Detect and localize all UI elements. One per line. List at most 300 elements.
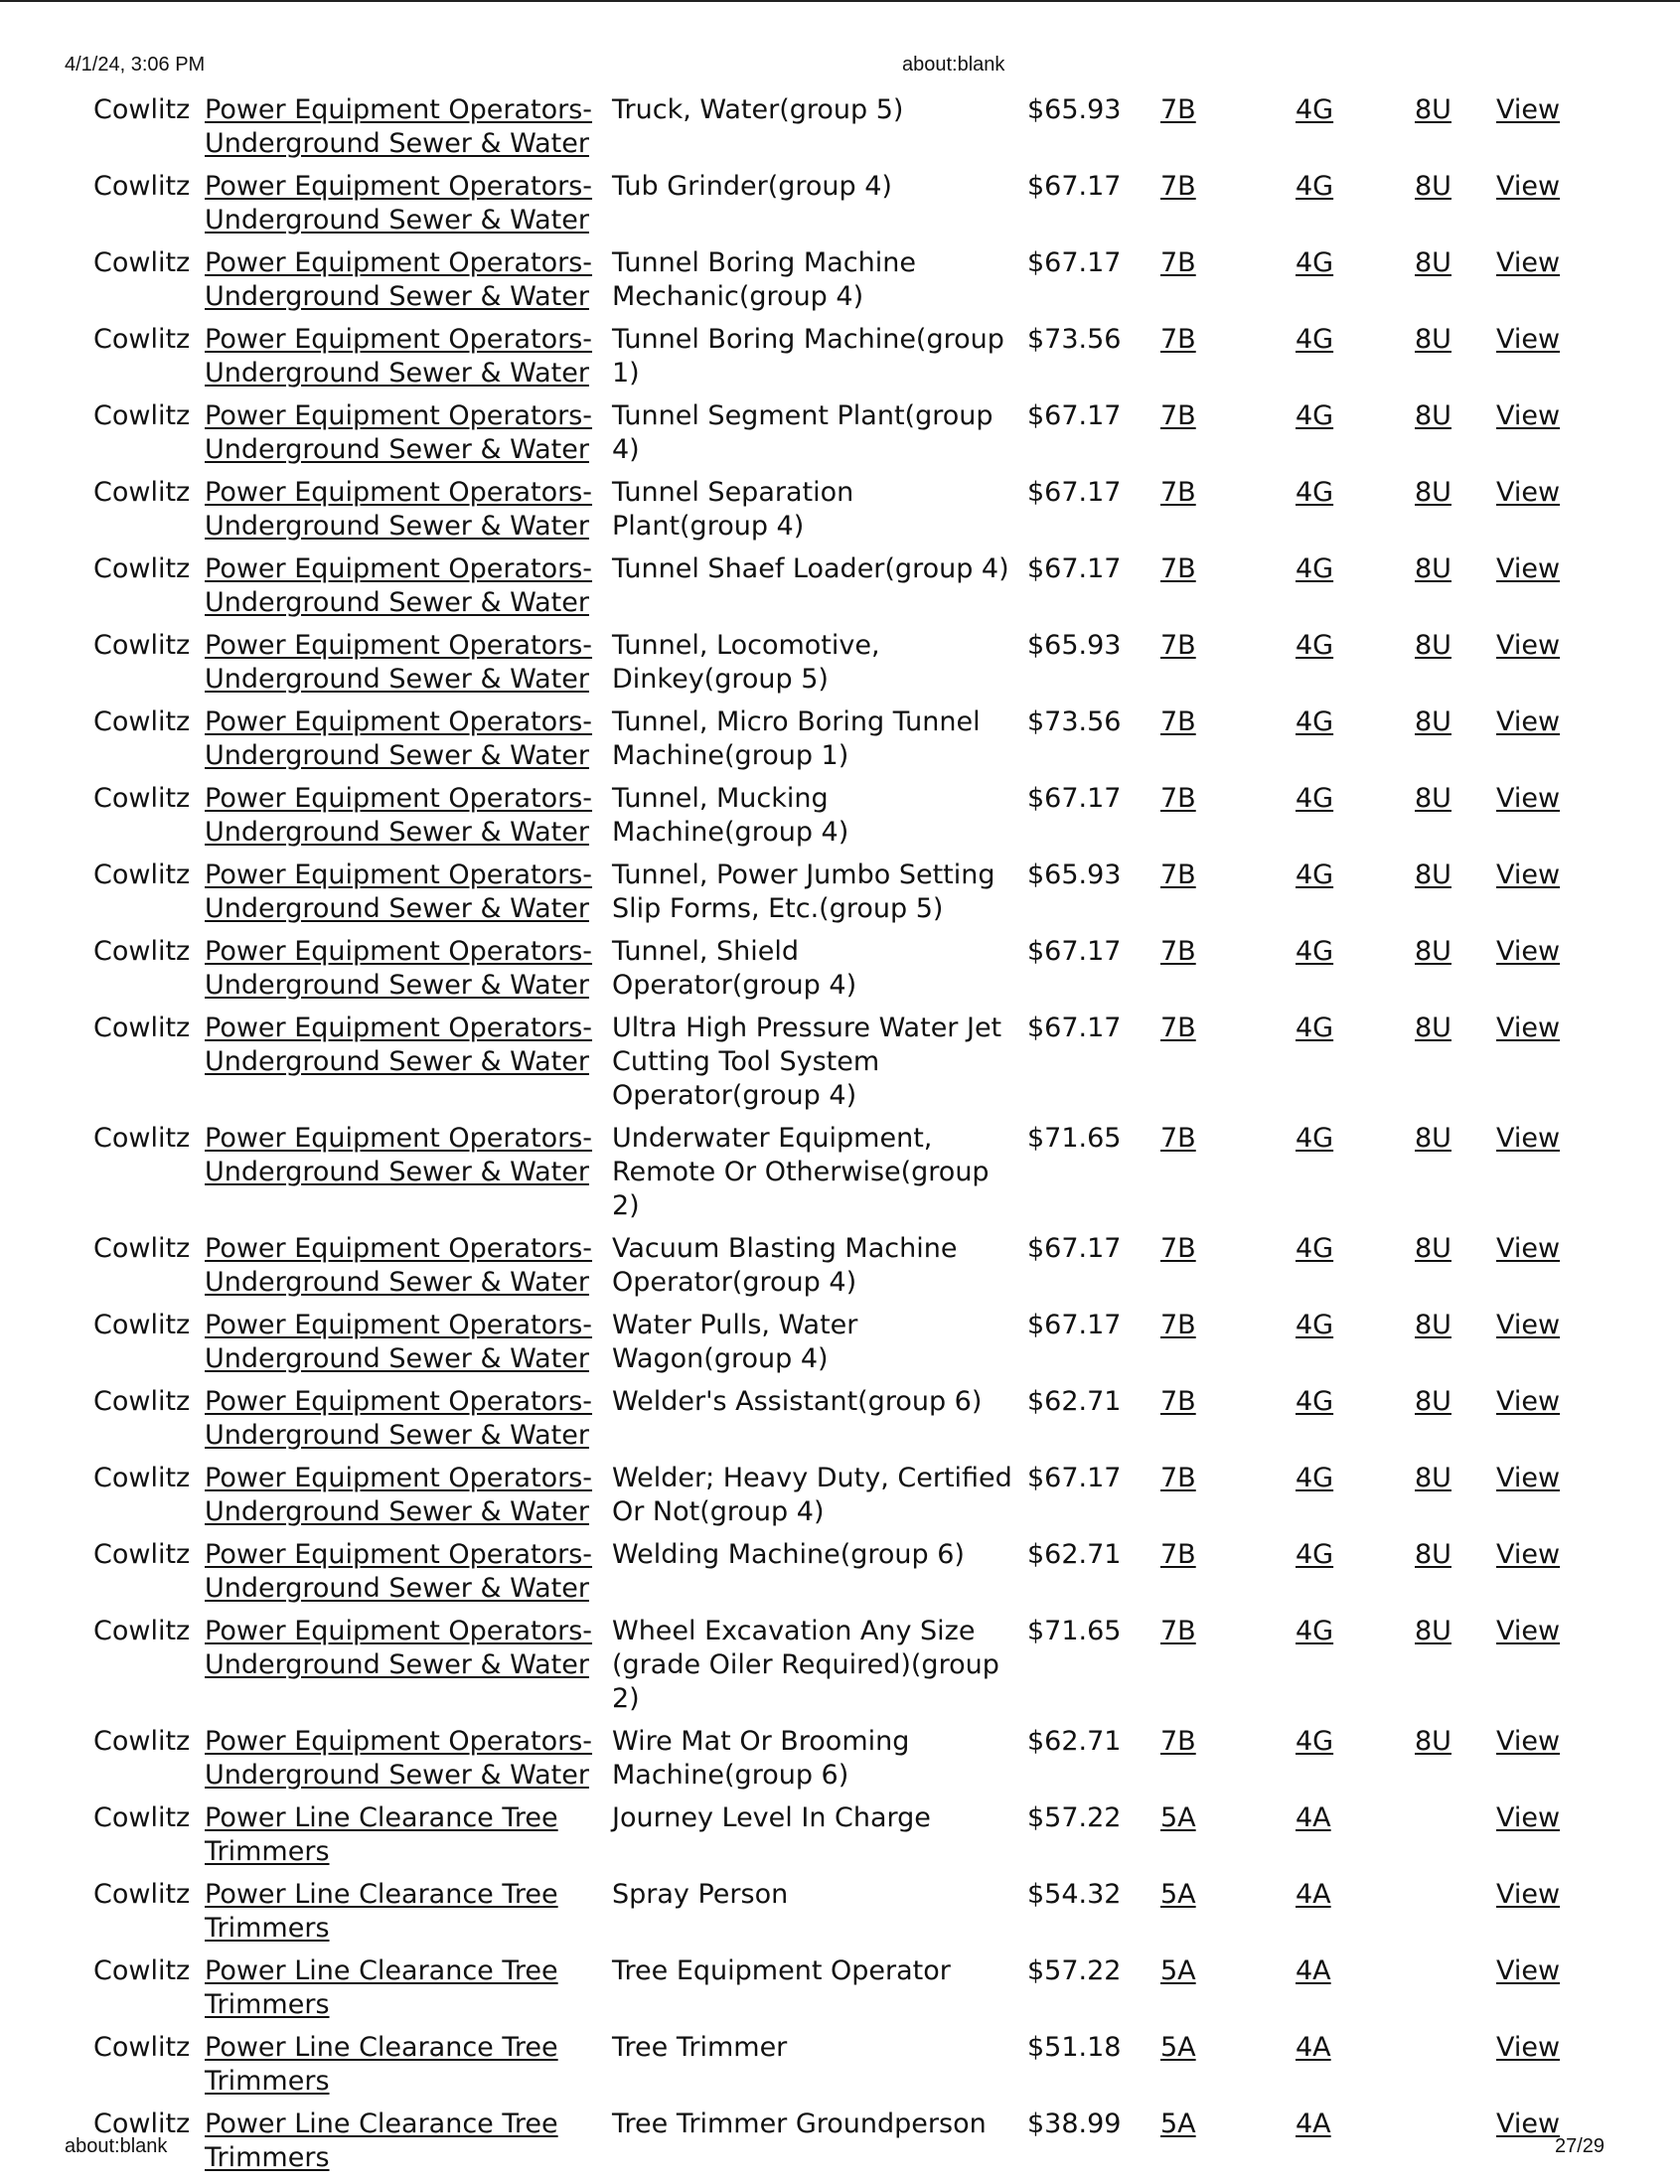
view-link[interactable]: View	[1496, 2108, 1561, 2139]
trade-column-cell	[199, 170, 606, 246]
trade-column-cell	[199, 323, 606, 399]
wage-cell: $67.17	[1027, 1310, 1122, 1340]
holiday-code-link[interactable]: 7B	[1160, 1726, 1196, 1757]
trade-link[interactable]: Power Line Clearance Tree Trimmers	[205, 2108, 558, 2173]
view-link[interactable]: View	[1496, 1955, 1561, 1986]
overtime-code-link[interactable]: 4G	[1296, 1539, 1334, 1570]
holiday-code-link[interactable]: 7B	[1160, 783, 1196, 814]
holiday-column-cell	[1154, 323, 1290, 399]
print-url-header: about:blank	[902, 54, 1005, 76]
note-code-link[interactable]: 8U	[1415, 553, 1451, 584]
overtime-code-link[interactable]: 4G	[1296, 1310, 1334, 1340]
wage-cell: $73.56	[1027, 324, 1122, 355]
county-cell: Cowlitz	[93, 1726, 191, 1757]
action-column-cell	[1490, 858, 1598, 935]
view-link[interactable]: View	[1496, 247, 1561, 278]
overtime-column-cell	[1290, 1725, 1409, 1801]
county-cell: Cowlitz	[93, 706, 191, 737]
holiday-code-link[interactable]: 5A	[1160, 2032, 1196, 2063]
classification-cell: Ultra High Pressure Water Jet Cutting Tool System Operator(group 4)	[612, 1013, 1002, 1111]
overtime-column-cell	[1290, 1462, 1409, 1538]
holiday-code-link[interactable]: 7B	[1160, 706, 1196, 737]
view-link[interactable]: View	[1496, 1463, 1561, 1493]
overtime-code-link[interactable]: 4G	[1296, 1386, 1334, 1417]
trade-link[interactable]: Power Equipment Operators-Underground Sewer & Water	[205, 400, 593, 465]
county-cell: Cowlitz	[93, 400, 191, 431]
county-column-cell	[87, 1385, 199, 1462]
note-column-cell	[1409, 1012, 1490, 1122]
holiday-column-cell	[1154, 935, 1290, 1012]
holiday-column-cell	[1154, 93, 1290, 170]
view-link[interactable]: View	[1496, 1539, 1561, 1570]
overtime-column-cell	[1290, 1801, 1409, 1878]
county-column-cell	[87, 1538, 199, 1615]
overtime-code-link[interactable]: 4G	[1296, 324, 1334, 355]
action-column-cell	[1490, 476, 1598, 552]
classification-cell: Tree Trimmer	[612, 2032, 788, 2063]
county-column-cell	[87, 1012, 199, 1122]
trade-column-cell	[199, 476, 606, 552]
view-link[interactable]: View	[1496, 1310, 1561, 1340]
table-row	[87, 246, 1598, 323]
classification-column-cell	[606, 1385, 1021, 1462]
trade-link[interactable]: Power Line Clearance Tree Trimmers	[205, 1955, 558, 2020]
trade-column-cell	[199, 1801, 606, 1878]
holiday-code-link[interactable]: 7B	[1160, 936, 1196, 967]
trade-link[interactable]: Power Equipment Operators-Underground Sewer & Water	[205, 477, 593, 542]
view-link[interactable]: View	[1496, 1123, 1561, 1154]
holiday-code-link[interactable]: 7B	[1160, 171, 1196, 202]
note-column-cell	[1409, 858, 1490, 935]
overtime-code-link[interactable]: 4G	[1296, 630, 1334, 661]
note-code-link[interactable]: 8U	[1415, 1616, 1451, 1646]
wage-cell: $73.56	[1027, 706, 1122, 737]
holiday-column-cell	[1154, 1801, 1290, 1878]
trade-link[interactable]: Power Equipment Operators-Underground Sewer & Water	[205, 1233, 593, 1298]
classification-column-cell	[606, 1122, 1021, 1232]
overtime-code-link[interactable]: 4G	[1296, 706, 1334, 737]
classification-cell: Tunnel Separation Plant(group 4)	[612, 477, 854, 542]
action-column-cell	[1490, 1801, 1598, 1878]
wage-column-cell	[1021, 476, 1154, 552]
holiday-code-link[interactable]: 7B	[1160, 553, 1196, 584]
county-column-cell	[87, 782, 199, 858]
overtime-code-link[interactable]: 4G	[1296, 94, 1334, 125]
county-cell: Cowlitz	[93, 630, 191, 661]
holiday-code-link[interactable]: 7B	[1160, 247, 1196, 278]
trade-column-cell	[199, 1012, 606, 1122]
table-row	[87, 399, 1598, 476]
table-row	[87, 1878, 1598, 1954]
view-link[interactable]: View	[1496, 400, 1561, 431]
classification-column-cell	[606, 246, 1021, 323]
trade-link[interactable]: Power Equipment Operators-Underground Sewer & Water	[205, 706, 593, 771]
action-column-cell	[1490, 1878, 1598, 1954]
note-column-cell	[1409, 1538, 1490, 1615]
note-column-cell	[1409, 1232, 1490, 1309]
classification-column-cell	[606, 2031, 1021, 2107]
table-row	[87, 1538, 1598, 1615]
wage-column-cell	[1021, 246, 1154, 323]
county-cell: Cowlitz	[93, 1616, 191, 1646]
county-cell: Cowlitz	[93, 2032, 191, 2063]
table-row	[87, 629, 1598, 705]
wage-cell: $65.93	[1027, 630, 1122, 661]
trade-link[interactable]: Power Equipment Operators-Underground Sewer & Water	[205, 630, 593, 695]
table-row	[87, 1954, 1598, 2031]
view-link[interactable]: View	[1496, 783, 1561, 814]
overtime-code-link[interactable]: 4G	[1296, 783, 1334, 814]
overtime-code-link[interactable]: 4G	[1296, 859, 1334, 890]
note-code-link[interactable]: 8U	[1415, 859, 1451, 890]
note-code-link[interactable]: 8U	[1415, 1386, 1451, 1417]
wage-column-cell	[1021, 1122, 1154, 1232]
action-column-cell	[1490, 170, 1598, 246]
classification-cell: Tunnel Boring Machine Mechanic(group 4)	[612, 247, 916, 312]
trade-link[interactable]: Power Equipment Operators-Underground Sewer & Water	[205, 553, 593, 618]
overtime-column-cell	[1290, 1385, 1409, 1462]
action-column-cell	[1490, 1122, 1598, 1232]
classification-column-cell	[606, 1232, 1021, 1309]
holiday-code-link[interactable]: 7B	[1160, 1539, 1196, 1570]
note-code-link[interactable]: 8U	[1415, 783, 1451, 814]
view-link[interactable]: View	[1496, 1233, 1561, 1264]
trade-column-cell	[199, 705, 606, 782]
action-column-cell	[1490, 629, 1598, 705]
overtime-code-link[interactable]: 4G	[1296, 400, 1334, 431]
trade-link[interactable]: Power Line Clearance Tree Trimmers	[205, 2032, 558, 2097]
note-column-cell	[1409, 93, 1490, 170]
view-link[interactable]: View	[1496, 936, 1561, 967]
trade-link[interactable]: Power Equipment Operators-Underground Sewer & Water	[205, 1013, 593, 1077]
trade-link[interactable]: Power Equipment Operators-Underground Sewer & Water	[205, 1386, 593, 1451]
table-row	[87, 552, 1598, 629]
action-column-cell	[1490, 782, 1598, 858]
holiday-code-link[interactable]: 7B	[1160, 1463, 1196, 1493]
note-column-cell	[1409, 705, 1490, 782]
classification-column-cell	[606, 476, 1021, 552]
table-row	[87, 2107, 1598, 2184]
classification-column-cell	[606, 552, 1021, 629]
classification-cell: Welder's Assistant(group 6)	[612, 1386, 983, 1417]
overtime-column-cell	[1290, 1122, 1409, 1232]
holiday-code-link[interactable]: 5A	[1160, 1802, 1196, 1833]
action-column-cell	[1490, 1538, 1598, 1615]
trade-link[interactable]: Power Equipment Operators-Underground Sewer & Water	[205, 1463, 593, 1527]
holiday-code-link[interactable]: 7B	[1160, 1123, 1196, 1154]
view-link[interactable]: View	[1496, 630, 1561, 661]
wage-cell: $65.93	[1027, 859, 1122, 890]
county-column-cell	[87, 170, 199, 246]
holiday-column-cell	[1154, 1878, 1290, 1954]
holiday-column-cell	[1154, 170, 1290, 246]
note-column-cell	[1409, 399, 1490, 476]
view-link[interactable]: View	[1496, 553, 1561, 584]
overtime-code-link[interactable]: 4G	[1296, 553, 1334, 584]
view-link[interactable]: View	[1496, 171, 1561, 202]
overtime-code-link[interactable]: 4G	[1296, 1123, 1334, 1154]
wage-cell: $57.22	[1027, 1802, 1122, 1833]
holiday-column-cell	[1154, 2107, 1290, 2184]
wage-column-cell	[1021, 1725, 1154, 1801]
table-row	[87, 1122, 1598, 1232]
overtime-code-link[interactable]: 4A	[1296, 2108, 1331, 2139]
print-date: 4/1/24, 3:06 PM	[65, 54, 206, 76]
note-code-link[interactable]: 8U	[1415, 706, 1451, 737]
action-column-cell	[1490, 1462, 1598, 1538]
wage-column-cell	[1021, 1232, 1154, 1309]
note-code-link[interactable]: 8U	[1415, 1123, 1451, 1154]
classification-cell: Underwater Equipment, Remote Or Otherwise(group 2)	[612, 1123, 990, 1221]
wage-column-cell	[1021, 1801, 1154, 1878]
county-column-cell	[87, 1954, 199, 2031]
holiday-code-link[interactable]: 5A	[1160, 2108, 1196, 2139]
note-code-link[interactable]: 8U	[1415, 1726, 1451, 1757]
holiday-code-link[interactable]: 7B	[1160, 94, 1196, 125]
county-column-cell	[87, 2031, 199, 2107]
holiday-column-cell	[1154, 399, 1290, 476]
overtime-code-link[interactable]: 4G	[1296, 247, 1334, 278]
overtime-code-link[interactable]: 4G	[1296, 1616, 1334, 1646]
view-link[interactable]: View	[1496, 2032, 1561, 2063]
overtime-code-link[interactable]: 4G	[1296, 1726, 1334, 1757]
wage-column-cell	[1021, 705, 1154, 782]
note-code-link[interactable]: 8U	[1415, 247, 1451, 278]
trade-link[interactable]: Power Equipment Operators-Underground Sewer & Water	[205, 859, 593, 924]
table-row	[87, 1615, 1598, 1725]
classification-cell: Tunnel Shaef Loader(group 4)	[612, 553, 1009, 584]
overtime-column-cell	[1290, 1538, 1409, 1615]
trade-column-cell	[199, 93, 606, 170]
trade-link[interactable]: Power Equipment Operators-Underground Sewer & Water	[205, 783, 593, 848]
county-cell: Cowlitz	[93, 1802, 191, 1833]
classification-column-cell	[606, 1538, 1021, 1615]
trade-column-cell	[199, 782, 606, 858]
trade-link[interactable]: Power Equipment Operators-Underground Sewer & Water	[205, 1616, 593, 1680]
note-code-link[interactable]: 8U	[1415, 630, 1451, 661]
note-code-link[interactable]: 8U	[1415, 477, 1451, 508]
note-code-link[interactable]: 8U	[1415, 94, 1451, 125]
wage-column-cell	[1021, 1462, 1154, 1538]
wage-cell: $67.17	[1027, 1013, 1122, 1043]
wage-rates-table	[87, 93, 1598, 2184]
classification-column-cell	[606, 1615, 1021, 1725]
wage-column-cell	[1021, 2031, 1154, 2107]
classification-column-cell	[606, 1725, 1021, 1801]
note-code-link[interactable]: 8U	[1415, 1310, 1451, 1340]
county-column-cell	[87, 935, 199, 1012]
wage-cell: $38.99	[1027, 2108, 1122, 2139]
county-column-cell	[87, 705, 199, 782]
classification-cell: Welding Machine(group 6)	[612, 1539, 965, 1570]
note-column-cell	[1409, 629, 1490, 705]
county-column-cell	[87, 552, 199, 629]
overtime-column-cell	[1290, 476, 1409, 552]
holiday-code-link[interactable]: 7B	[1160, 1013, 1196, 1043]
action-column-cell	[1490, 1385, 1598, 1462]
trade-link[interactable]: Power Line Clearance Tree Trimmers	[205, 1879, 558, 1944]
overtime-column-cell	[1290, 705, 1409, 782]
action-column-cell	[1490, 246, 1598, 323]
county-column-cell	[87, 1878, 199, 1954]
note-code-link[interactable]: 8U	[1415, 936, 1451, 967]
trade-column-cell	[199, 1385, 606, 1462]
overtime-column-cell	[1290, 1232, 1409, 1309]
trade-link[interactable]: Power Equipment Operators-Underground Sewer & Water	[205, 1539, 593, 1604]
note-column-cell	[1409, 1615, 1490, 1725]
trade-link[interactable]: Power Equipment Operators-Underground Sewer & Water	[205, 1726, 593, 1791]
note-code-link[interactable]: 8U	[1415, 1539, 1451, 1570]
holiday-code-link[interactable]: 7B	[1160, 1616, 1196, 1646]
classification-cell: Tunnel, Shield Operator(group 4)	[612, 936, 857, 1001]
trade-link[interactable]: Power Line Clearance Tree Trimmers	[205, 1802, 558, 1867]
county-column-cell	[87, 1801, 199, 1878]
holiday-column-cell	[1154, 246, 1290, 323]
note-code-link[interactable]: 8U	[1415, 1463, 1451, 1493]
county-column-cell	[87, 1725, 199, 1801]
trade-column-cell	[199, 246, 606, 323]
trade-link[interactable]: Power Equipment Operators-Underground Sewer & Water	[205, 1123, 593, 1187]
holiday-column-cell	[1154, 552, 1290, 629]
classification-cell: Vacuum Blasting Machine Operator(group 4)	[612, 1233, 958, 1298]
county-cell: Cowlitz	[93, 94, 191, 125]
holiday-code-link[interactable]: 7B	[1160, 400, 1196, 431]
county-cell: Cowlitz	[93, 553, 191, 584]
holiday-code-link[interactable]: 5A	[1160, 1879, 1196, 1910]
holiday-code-link[interactable]: 7B	[1160, 859, 1196, 890]
view-link[interactable]: View	[1496, 94, 1561, 125]
holiday-code-link[interactable]: 7B	[1160, 324, 1196, 355]
holiday-column-cell	[1154, 1122, 1290, 1232]
overtime-code-link[interactable]: 4A	[1296, 1955, 1331, 1986]
holiday-column-cell	[1154, 1615, 1290, 1725]
note-code-link[interactable]: 8U	[1415, 400, 1451, 431]
note-code-link[interactable]: 8U	[1415, 171, 1451, 202]
overtime-code-link[interactable]: 4A	[1296, 1879, 1331, 1910]
note-code-link[interactable]: 8U	[1415, 1013, 1451, 1043]
table-row	[87, 1012, 1598, 1122]
overtime-code-link[interactable]: 4G	[1296, 1013, 1334, 1043]
classification-column-cell	[606, 399, 1021, 476]
overtime-column-cell	[1290, 246, 1409, 323]
holiday-code-link[interactable]: 7B	[1160, 1233, 1196, 1264]
view-link[interactable]: View	[1496, 1802, 1561, 1833]
overtime-column-cell	[1290, 1878, 1409, 1954]
overtime-column-cell	[1290, 170, 1409, 246]
classification-column-cell	[606, 93, 1021, 170]
note-column-cell	[1409, 1878, 1490, 1954]
table-row	[87, 935, 1598, 1012]
table-row	[87, 170, 1598, 246]
classification-column-cell	[606, 1954, 1021, 2031]
trade-link[interactable]: Power Equipment Operators-Underground Sewer & Water	[205, 1310, 593, 1374]
overtime-code-link[interactable]: 4G	[1296, 1233, 1334, 1264]
county-cell: Cowlitz	[93, 477, 191, 508]
view-link[interactable]: View	[1496, 706, 1561, 737]
holiday-code-link[interactable]: 7B	[1160, 630, 1196, 661]
holiday-code-link[interactable]: 7B	[1160, 1310, 1196, 1340]
note-column-cell	[1409, 476, 1490, 552]
wage-cell: $71.65	[1027, 1616, 1122, 1646]
trade-link[interactable]: Power Equipment Operators-Underground Sewer & Water	[205, 171, 593, 235]
county-column-cell	[87, 93, 199, 170]
overtime-code-link[interactable]: 4G	[1296, 1463, 1334, 1493]
view-link[interactable]: View	[1496, 1386, 1561, 1417]
overtime-column-cell	[1290, 1615, 1409, 1725]
wage-column-cell	[1021, 1538, 1154, 1615]
overtime-code-link[interactable]: 4A	[1296, 2032, 1331, 2063]
overtime-column-cell	[1290, 323, 1409, 399]
wage-column-cell	[1021, 552, 1154, 629]
view-link[interactable]: View	[1496, 859, 1561, 890]
overtime-code-link[interactable]: 4G	[1296, 936, 1334, 967]
holiday-column-cell	[1154, 1232, 1290, 1309]
holiday-code-link[interactable]: 7B	[1160, 477, 1196, 508]
wage-column-cell	[1021, 1385, 1154, 1462]
county-column-cell	[87, 323, 199, 399]
view-link[interactable]: View	[1496, 477, 1561, 508]
holiday-code-link[interactable]: 5A	[1160, 1955, 1196, 1986]
table-row	[87, 1801, 1598, 1878]
classification-cell: Water Pulls, Water Wagon(group 4)	[612, 1310, 858, 1374]
note-column-cell	[1409, 246, 1490, 323]
classification-column-cell	[606, 170, 1021, 246]
view-link[interactable]: View	[1496, 1879, 1561, 1910]
county-cell: Cowlitz	[93, 1539, 191, 1570]
print-url-footer: about:blank	[65, 2135, 168, 2157]
wage-column-cell	[1021, 1309, 1154, 1385]
note-code-link[interactable]: 8U	[1415, 1233, 1451, 1264]
wage-cell: $62.71	[1027, 1539, 1122, 1570]
table-row	[87, 1232, 1598, 1309]
note-column-cell	[1409, 935, 1490, 1012]
note-code-link[interactable]: 8U	[1415, 324, 1451, 355]
overtime-code-link[interactable]: 4G	[1296, 171, 1334, 202]
trade-link[interactable]: Power Equipment Operators-Underground Sewer & Water	[205, 247, 593, 312]
view-link[interactable]: View	[1496, 1726, 1561, 1757]
trade-link[interactable]: Power Equipment Operators-Underground Sewer & Water	[205, 936, 593, 1001]
table-row	[87, 782, 1598, 858]
wage-cell: $67.17	[1027, 783, 1122, 814]
classification-column-cell	[606, 1878, 1021, 1954]
wage-column-cell	[1021, 2107, 1154, 2184]
trade-link[interactable]: Power Equipment Operators-Underground Sewer & Water	[205, 324, 593, 389]
classification-cell: Journey Level In Charge	[612, 1802, 931, 1833]
wage-rates-body	[87, 93, 1598, 2184]
view-link[interactable]: View	[1496, 1616, 1561, 1646]
classification-column-cell	[606, 1462, 1021, 1538]
county-column-cell	[87, 246, 199, 323]
wage-cell: $67.17	[1027, 1233, 1122, 1264]
action-column-cell	[1490, 1309, 1598, 1385]
holiday-code-link[interactable]: 7B	[1160, 1386, 1196, 1417]
county-column-cell	[87, 476, 199, 552]
view-link[interactable]: View	[1496, 324, 1561, 355]
view-link[interactable]: View	[1496, 1013, 1561, 1043]
holiday-column-cell	[1154, 705, 1290, 782]
trade-link[interactable]: Power Equipment Operators-Underground Sewer & Water	[205, 94, 593, 159]
note-column-cell	[1409, 1122, 1490, 1232]
county-column-cell	[87, 1462, 199, 1538]
overtime-code-link[interactable]: 4A	[1296, 1802, 1331, 1833]
county-cell: Cowlitz	[93, 1123, 191, 1154]
classification-cell: Tub Grinder(group 4)	[612, 171, 892, 202]
wage-column-cell	[1021, 323, 1154, 399]
overtime-code-link[interactable]: 4G	[1296, 477, 1334, 508]
trade-column-cell	[199, 1538, 606, 1615]
wage-column-cell	[1021, 1954, 1154, 2031]
table-row	[87, 2031, 1598, 2107]
